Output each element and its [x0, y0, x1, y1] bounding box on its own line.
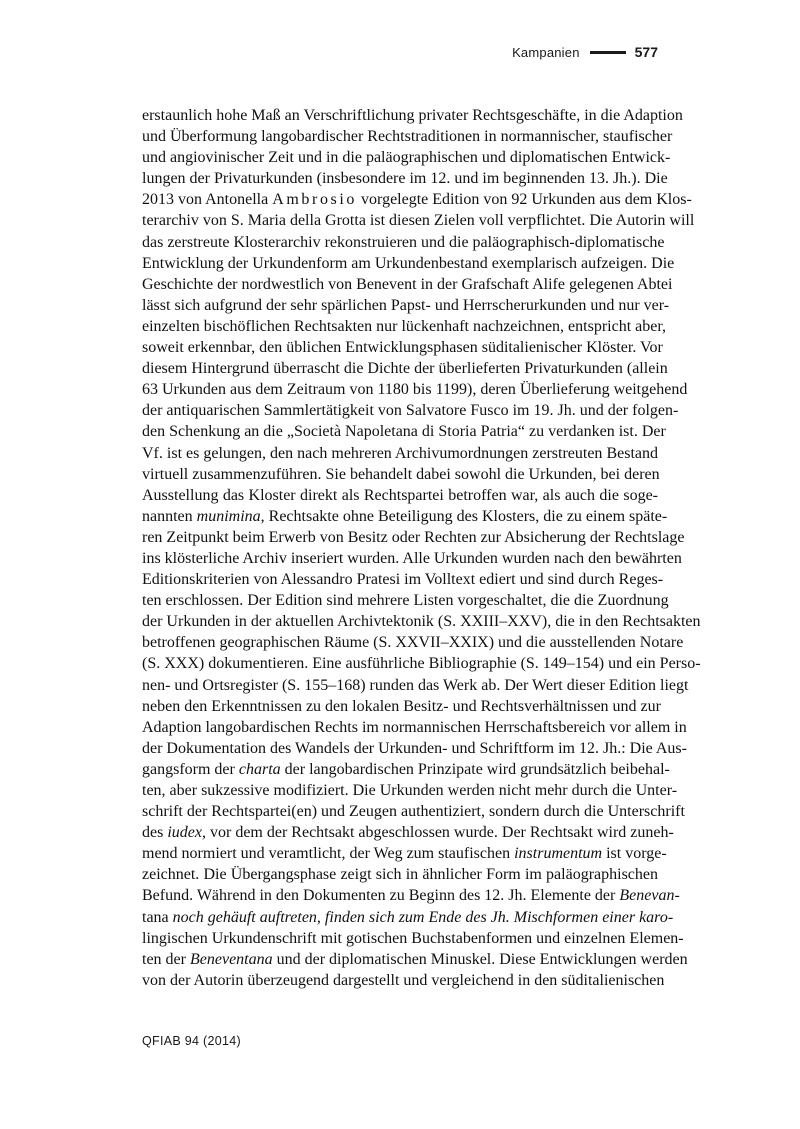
- text-line: einzelten bischöflichen Rechtsakten nur lückenhaft nachzeichnen, entspricht aber,: [142, 317, 667, 335]
- text-line: 2013 von Antonella Ambrosio vorgelegte Edition von 92 Urkunden aus dem Klos-: [142, 191, 692, 209]
- text-line: Adaption langobardischen Rechts im normannischen Herrschaftsbereich vor allem in: [142, 718, 687, 736]
- text-line: ten der Beneventana und der diplomatischen Minuskel. Diese Entwicklungen werden: [142, 950, 688, 968]
- text-line: Geschichte der nordwestlich von Benevent in der Grafschaft Alife gelegenen Abtei: [142, 275, 673, 293]
- body-text: [142, 105, 701, 991]
- spaced-name: Ambrosio: [272, 191, 358, 209]
- text-line: nen- und Ortsregister (S. 155–168) runden das Werk ab. Der Wert dieser Edition liegt: [142, 676, 689, 694]
- text-line: virtuell zusammenzuführen. Sie behandelt dabei sowohl die Urkunden, bei deren: [142, 465, 660, 483]
- text-line: neben den Erkenntnissen zu den lokalen Besitz- und Rechtsverhältnissen und zur: [142, 697, 661, 715]
- text-line: den Schenkung an die „Società Napoletana di Storia Patria“ zu verdanken ist. Der: [142, 423, 666, 441]
- text-line: lässt sich aufgrund der sehr spärlichen Papst- und Herrscherurkunden und nur ver-: [142, 296, 670, 314]
- text-line: diesem Hintergrund überrascht die Dichte der überlieferten Privaturkunden (allein: [142, 360, 668, 378]
- text-line: der Dokumentation des Wandels der Urkunden- und Schriftform im 12. Jh.: Die Aus-: [142, 739, 687, 757]
- text-line: Befund. Während in den Dokumenten zu Beginn des 12. Jh. Elemente der Benevan-: [142, 887, 680, 905]
- text-line: erstaunlich hohe Maß an Verschriftlichung privater Rechtsgeschäfte, in die Adaption: [142, 107, 683, 124]
- text-line: zeichnet. Die Übergangsphase zeigt sich in ähnlicher Form im paläographischen: [142, 866, 658, 884]
- page-number: 577: [634, 44, 658, 60]
- italic-term: instrumentum: [514, 845, 603, 863]
- text-line: mend normiert und veramtlicht, der Weg zum staufischen instrumentum ist vorge-: [142, 845, 667, 863]
- text-line: ten erschlossen. Der Edition sind mehrere Listen vorgeschaltet, die die Zuordnung: [142, 592, 669, 610]
- text-line: Ausstellung das Kloster direkt als Rechtspartei betroffen war, als auch die soge-: [142, 486, 658, 504]
- text-line: lungen der Privaturkunden (insbesondere im 12. und im beginnenden 13. Jh.). Die: [142, 170, 668, 188]
- running-head-rule: [590, 51, 626, 54]
- text-line: und angiovinischer Zeit und in die paläographischen und diplomatischen Entwick-: [142, 149, 671, 167]
- text-line: von der Autorin überzeugend dargestellt und vergleichend in den süditalienischen: [142, 971, 665, 989]
- text-line: (S. XXX) dokumentieren. Eine ausführliche Bibliographie (S. 149–154) und ein Perso-: [142, 655, 701, 673]
- text-line: tana noch gehäuft auftreten, finden sich zum Ende des Jh. Mischformen einer karo-: [142, 908, 674, 926]
- italic-term: charta: [238, 760, 281, 778]
- text-line: gangsform der charta der langobardischen Prinzipate wird grundsätzlich beibehal-: [142, 760, 670, 778]
- text-line: schrift der Rechtspartei(en) und Zeugen authentiziert, sondern durch die Unterschrift: [142, 803, 685, 821]
- text-line: betroffenen geographischen Räume (S. XXVII–XXIX) und die ausstellenden Notare: [142, 634, 684, 652]
- text-line: ten, aber sukzessive modifiziert. Die Urkunden werden nicht mehr durch die Unter-: [142, 782, 678, 799]
- running-head: [512, 44, 658, 60]
- italic-term: munimina: [196, 507, 261, 525]
- italic-term: noch gehäuft auftreten, finden sich zum Ende des Jh. Mischformen einer karo-: [168, 908, 674, 926]
- text-line: und Überformung langobardischer Rechtstraditionen in normannischer, staufischer: [142, 128, 673, 146]
- text-line: soweit erkennbar, den üblichen Entwicklungsphasen süditalienischer Klöster. Vor: [142, 339, 663, 357]
- text-line: 63 Urkunden aus dem Zeitraum von 1180 bis 1199), deren Überlieferung weitgehend: [142, 381, 688, 399]
- text-line: der Urkunden in der aktuellen Archivtektonik (S. XXIII–XXV), die in den Rechtsakten: [142, 613, 701, 631]
- text-line: nannten munimina, Rechtsakte ohne Beteiligung des Klosters, die zu einem späte-: [142, 507, 668, 525]
- text-line: der antiquarischen Sammlertätigkeit von Salvatore Fusco im 19. Jh. und der folgen-: [142, 402, 679, 420]
- italic-term: Benevan-: [619, 887, 680, 905]
- text-line: ins klösterliche Archiv inseriert wurden. Alle Urkunden wurden nach den bewährten: [142, 549, 682, 567]
- italic-term: iudex: [167, 824, 202, 842]
- text-line: ren Zeitpunkt beim Erwerb von Besitz oder Rechten zur Absicherung der Rechtslage: [142, 528, 685, 546]
- journal-footer: QFIAB 94 (2014): [142, 1034, 241, 1048]
- text-line: lingischen Urkundenschrift mit gotischen Buchstabenformen und einzelnen Elemen-: [142, 929, 684, 947]
- text-line: das zerstreute Klosterarchiv rekonstruieren und die paläographisch-diplomatische: [142, 233, 665, 251]
- text-line: terarchiv von S. Maria della Grotta ist diesen Zielen voll verpflichtet. Die Autorin will: [142, 212, 695, 230]
- text-line: Editionskriterien von Alessandro Pratesi im Volltext ediert und sind durch Reges-: [142, 571, 664, 589]
- text-line: Vf. ist es gelungen, den nach mehreren Archivumordnungen zerstreuten Bestand: [142, 444, 658, 462]
- italic-term: Beneventana: [189, 950, 273, 968]
- text-line: Entwicklung der Urkundenform am Urkundenbestand exemplarisch aufzeigen. Die: [142, 254, 675, 272]
- text-line: des iudex, vor dem der Rechtsakt abgeschlossen wurde. Der Rechtsakt wird zuneh-: [142, 824, 674, 842]
- running-head-title: Kampanien: [512, 44, 580, 60]
